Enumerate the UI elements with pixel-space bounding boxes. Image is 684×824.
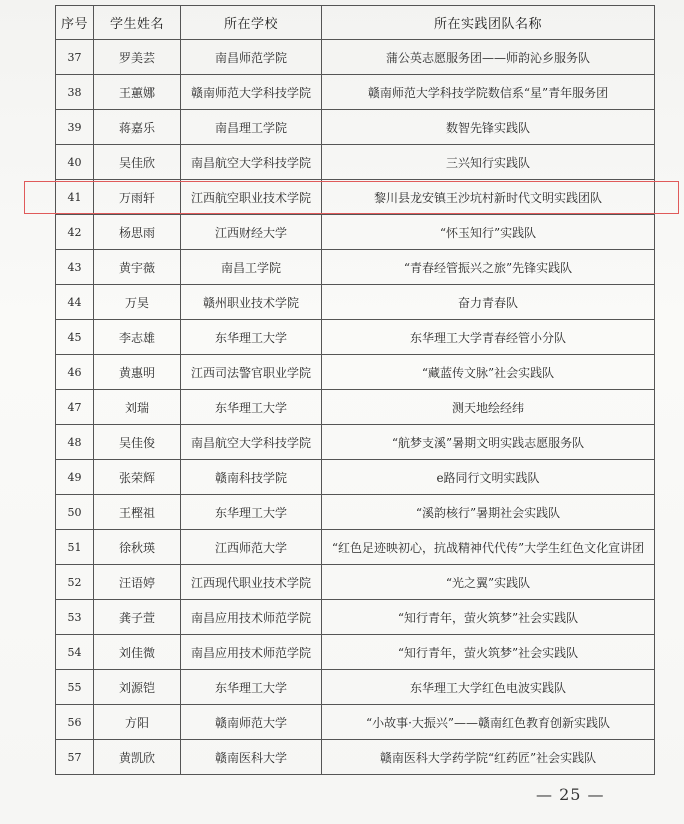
school-name: 南昌应用技术师范学院 [181, 600, 322, 635]
student-name: 龚子萱 [94, 600, 181, 635]
student-name: 黄凯欣 [94, 740, 181, 775]
table-row [56, 180, 655, 215]
team-name: “知行青年，萤火筑梦”社会实践队 [322, 635, 655, 670]
header-school: 所在学校 [181, 6, 322, 40]
row-index: 50 [56, 495, 94, 530]
student-name: 王樫祖 [94, 495, 181, 530]
student-name: 黄惠明 [94, 355, 181, 390]
student-name: 王蕙娜 [94, 75, 181, 110]
table-row [56, 75, 655, 110]
table-row [56, 40, 655, 75]
student-name: 刘源铠 [94, 670, 181, 705]
school-name: 南昌工学院 [181, 250, 322, 285]
student-name: 罗美芸 [94, 40, 181, 75]
row-index: 44 [56, 285, 94, 320]
school-name: 赣南师范大学 [181, 705, 322, 740]
row-index: 43 [56, 250, 94, 285]
student-name: 李志雄 [94, 320, 181, 355]
school-name: 江西财经大学 [181, 215, 322, 250]
school-name: 南昌应用技术师范学院 [181, 635, 322, 670]
school-name: 赣南医科大学 [181, 740, 322, 775]
school-name: 赣南师范大学科技学院 [181, 75, 322, 110]
school-name: 南昌师范学院 [181, 40, 322, 75]
row-index: 39 [56, 110, 94, 145]
team-name: 测天地绘经纬 [322, 390, 655, 425]
table-row [56, 565, 655, 600]
table-row [56, 145, 655, 180]
row-index: 46 [56, 355, 94, 390]
table-row [56, 355, 655, 390]
student-name: 蒋嘉乐 [94, 110, 181, 145]
header-team-name: 所在实践团队名称 [322, 6, 655, 40]
table-row [56, 320, 655, 355]
team-name: 蒲公英志愿服务团——师韵沁乡服务队 [322, 40, 655, 75]
team-name: 三兴知行实践队 [322, 145, 655, 180]
table-row [56, 495, 655, 530]
team-name: 东华理工大学红色电波实践队 [322, 670, 655, 705]
table-header-row [56, 6, 655, 40]
school-name: 赣州职业技术学院 [181, 285, 322, 320]
team-name: 奋力青春队 [322, 285, 655, 320]
student-name: 张荣辉 [94, 460, 181, 495]
row-index: 42 [56, 215, 94, 250]
student-name: 刘佳微 [94, 635, 181, 670]
student-name: 万昊 [94, 285, 181, 320]
student-name: 刘瑞 [94, 390, 181, 425]
row-index: 53 [56, 600, 94, 635]
school-name: 南昌理工学院 [181, 110, 322, 145]
school-name: 东华理工大学 [181, 390, 322, 425]
row-index: 37 [56, 40, 94, 75]
student-name: 徐秋瑛 [94, 530, 181, 565]
team-name: “怀玉知行”实践队 [322, 215, 655, 250]
school-name: 江西师范大学 [181, 530, 322, 565]
row-index: 52 [56, 565, 94, 600]
row-index: 51 [56, 530, 94, 565]
student-name: 吴佳俊 [94, 425, 181, 460]
student-name: 黄宇薇 [94, 250, 181, 285]
team-name: “航梦支溪”暑期文明实践志愿服务队 [322, 425, 655, 460]
table-row [56, 215, 655, 250]
row-index: 45 [56, 320, 94, 355]
school-name: 南昌航空大学科技学院 [181, 145, 322, 180]
student-name: 吴佳欣 [94, 145, 181, 180]
page-number: — 25 — [536, 785, 605, 804]
row-index: 56 [56, 705, 94, 740]
table-row [56, 250, 655, 285]
row-index: 47 [56, 390, 94, 425]
student-name: 汪语婷 [94, 565, 181, 600]
table-row [56, 600, 655, 635]
header-index: 序号 [56, 6, 94, 40]
table-row [56, 110, 655, 145]
team-name: “光之翼”实践队 [322, 565, 655, 600]
header-student-name: 学生姓名 [94, 6, 181, 40]
school-name: 南昌航空大学科技学院 [181, 425, 322, 460]
row-index: 38 [56, 75, 94, 110]
team-name: “藏蓝传文脉”社会实践队 [322, 355, 655, 390]
row-index: 48 [56, 425, 94, 460]
student-name: 杨思雨 [94, 215, 181, 250]
row-index: 55 [56, 670, 94, 705]
team-name: “小故事·大振兴”——赣南红色教育创新实践队 [322, 705, 655, 740]
school-name: 江西现代职业技术学院 [181, 565, 322, 600]
team-name: “知行青年，萤火筑梦”社会实践队 [322, 600, 655, 635]
team-name: 赣南师范大学科技学院数信系“星”青年服务团 [322, 75, 655, 110]
table-row [56, 390, 655, 425]
school-name: 江西司法警官职业学院 [181, 355, 322, 390]
row-index: 40 [56, 145, 94, 180]
student-name: 方阳 [94, 705, 181, 740]
team-name: 赣南医科大学药学院“红药匠”社会实践队 [322, 740, 655, 775]
row-index: 49 [56, 460, 94, 495]
table-row [56, 705, 655, 740]
school-name: 东华理工大学 [181, 320, 322, 355]
school-name: 东华理工大学 [181, 495, 322, 530]
team-name: “红色足迹映初心，抗战精神代代传”大学生红色文化宣讲团 [322, 530, 655, 565]
team-name: e路同行文明实践队 [322, 460, 655, 495]
team-name: 东华理工大学青春经管小分队 [322, 320, 655, 355]
row-index: 57 [56, 740, 94, 775]
table-row [56, 670, 655, 705]
row-index: 41 [56, 180, 94, 215]
table-row [56, 530, 655, 565]
team-name: “溪韵核行”暑期社会实践队 [322, 495, 655, 530]
school-name: 江西航空职业技术学院 [181, 180, 322, 215]
table-row [56, 285, 655, 320]
student-team-table [55, 5, 655, 775]
table-row [56, 635, 655, 670]
school-name: 东华理工大学 [181, 670, 322, 705]
team-name: “青春经管振兴之旅”先锋实践队 [322, 250, 655, 285]
table-row [56, 425, 655, 460]
table-row [56, 460, 655, 495]
team-name: 黎川县龙安镇王沙坑村新时代文明实践团队 [322, 180, 655, 215]
table-row [56, 740, 655, 775]
school-name: 赣南科技学院 [181, 460, 322, 495]
student-name: 万雨轩 [94, 180, 181, 215]
team-name: 数智先锋实践队 [322, 110, 655, 145]
row-index: 54 [56, 635, 94, 670]
